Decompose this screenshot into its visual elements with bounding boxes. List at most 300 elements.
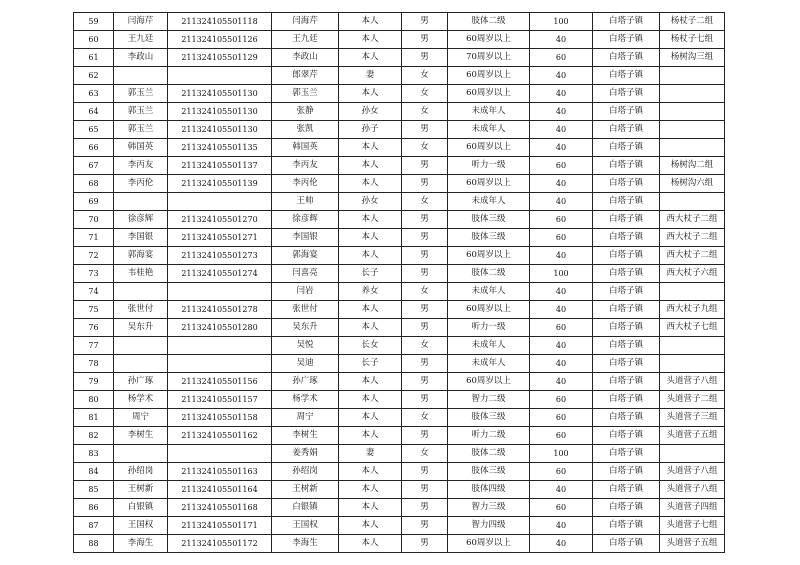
roster-body <box>74 13 725 553</box>
member-name-cell: 李树生 <box>272 427 339 445</box>
category-cell: 60周岁以上 <box>448 31 530 49</box>
amount-cell: 40 <box>530 85 593 103</box>
applicant-name-cell: 李树生 <box>114 427 168 445</box>
village-group-cell: 杨杖子二组 <box>660 13 725 31</box>
village-group-cell <box>660 445 725 463</box>
relation-cell: 本人 <box>339 409 402 427</box>
id-number-cell <box>168 67 272 85</box>
category-cell: 肢体三级 <box>448 463 530 481</box>
relation-cell: 本人 <box>339 157 402 175</box>
member-name-cell: 郎翠芹 <box>272 67 339 85</box>
relation-cell: 本人 <box>339 481 402 499</box>
member-name-cell: 吴迪 <box>272 355 339 373</box>
table-row <box>74 355 725 373</box>
amount-cell: 40 <box>530 535 593 553</box>
table-row <box>74 499 725 517</box>
amount-cell: 40 <box>530 481 593 499</box>
town-cell: 白塔子镇 <box>593 463 660 481</box>
row-number-cell: 81 <box>74 409 114 427</box>
id-number-cell: 211324105501130 <box>168 103 272 121</box>
relation-cell: 妻 <box>339 445 402 463</box>
category-cell: 未成年人 <box>448 337 530 355</box>
id-number-cell: 211324105501137 <box>168 157 272 175</box>
id-number-cell: 211324105501168 <box>168 499 272 517</box>
table-row <box>74 535 725 553</box>
applicant-name-cell: 韩国英 <box>114 139 168 157</box>
member-name-cell: 王帅 <box>272 193 339 211</box>
id-number-cell: 211324105501270 <box>168 211 272 229</box>
table-row <box>74 265 725 283</box>
gender-cell: 男 <box>402 247 448 265</box>
member-name-cell: 杨学术 <box>272 391 339 409</box>
row-number-cell: 74 <box>74 283 114 301</box>
town-cell: 白塔子镇 <box>593 49 660 67</box>
table-row <box>74 31 725 49</box>
roster-table <box>73 12 725 553</box>
id-number-cell: 211324105501164 <box>168 481 272 499</box>
row-number-cell: 83 <box>74 445 114 463</box>
table-row <box>74 121 725 139</box>
applicant-name-cell <box>114 445 168 463</box>
relation-cell: 长子 <box>339 355 402 373</box>
applicant-name-cell: 闫海芹 <box>114 13 168 31</box>
category-cell: 肢体二级 <box>448 13 530 31</box>
amount-cell: 40 <box>530 373 593 391</box>
relation-cell: 本人 <box>339 211 402 229</box>
amount-cell: 40 <box>530 355 593 373</box>
category-cell: 听力一级 <box>448 157 530 175</box>
town-cell: 白塔子镇 <box>593 13 660 31</box>
town-cell: 白塔子镇 <box>593 535 660 553</box>
applicant-name-cell: 孙广琢 <box>114 373 168 391</box>
member-name-cell: 孙绍岗 <box>272 463 339 481</box>
row-number-cell: 79 <box>74 373 114 391</box>
member-name-cell: 李国银 <box>272 229 339 247</box>
id-number-cell: 211324105501157 <box>168 391 272 409</box>
town-cell: 白塔子镇 <box>593 373 660 391</box>
row-number-cell: 73 <box>74 265 114 283</box>
amount-cell: 60 <box>530 157 593 175</box>
member-name-cell: 李海生 <box>272 535 339 553</box>
village-group-cell <box>660 103 725 121</box>
member-name-cell: 吴东升 <box>272 319 339 337</box>
category-cell: 未成年人 <box>448 283 530 301</box>
applicant-name-cell: 李国银 <box>114 229 168 247</box>
row-number-cell: 67 <box>74 157 114 175</box>
id-number-cell: 211324105501130 <box>168 85 272 103</box>
category-cell: 60周岁以上 <box>448 247 530 265</box>
table-row <box>74 67 725 85</box>
row-number-cell: 82 <box>74 427 114 445</box>
row-number-cell: 59 <box>74 13 114 31</box>
gender-cell: 男 <box>402 517 448 535</box>
village-group-cell <box>660 337 725 355</box>
village-group-cell: 西大杖子二组 <box>660 247 725 265</box>
table-row <box>74 175 725 193</box>
amount-cell: 40 <box>530 103 593 121</box>
town-cell: 白塔子镇 <box>593 175 660 193</box>
applicant-name-cell: 韦桂艳 <box>114 265 168 283</box>
gender-cell: 男 <box>402 463 448 481</box>
id-number-cell: 211324105501126 <box>168 31 272 49</box>
amount-cell: 100 <box>530 445 593 463</box>
village-group-cell: 头道营子二组 <box>660 391 725 409</box>
village-group-cell <box>660 283 725 301</box>
relation-cell: 本人 <box>339 247 402 265</box>
applicant-name-cell <box>114 355 168 373</box>
category-cell: 听力一级 <box>448 319 530 337</box>
id-number-cell: 211324105501162 <box>168 427 272 445</box>
relation-cell: 孙子 <box>339 121 402 139</box>
row-number-cell: 71 <box>74 229 114 247</box>
member-name-cell: 王九廷 <box>272 31 339 49</box>
applicant-name-cell: 杨学术 <box>114 391 168 409</box>
applicant-name-cell <box>114 67 168 85</box>
gender-cell: 男 <box>402 121 448 139</box>
member-name-cell: 李政山 <box>272 49 339 67</box>
row-number-cell: 62 <box>74 67 114 85</box>
gender-cell: 男 <box>402 535 448 553</box>
amount-cell: 60 <box>530 409 593 427</box>
category-cell: 智力三级 <box>448 499 530 517</box>
village-group-cell <box>660 121 725 139</box>
gender-cell: 男 <box>402 13 448 31</box>
id-number-cell: 211324105501130 <box>168 121 272 139</box>
gender-cell: 女 <box>402 85 448 103</box>
row-number-cell: 68 <box>74 175 114 193</box>
gender-cell: 男 <box>402 301 448 319</box>
town-cell: 白塔子镇 <box>593 319 660 337</box>
category-cell: 60周岁以上 <box>448 85 530 103</box>
row-number-cell: 80 <box>74 391 114 409</box>
relation-cell: 本人 <box>339 229 402 247</box>
town-cell: 白塔子镇 <box>593 157 660 175</box>
gender-cell: 男 <box>402 229 448 247</box>
gender-cell: 女 <box>402 193 448 211</box>
member-name-cell: 闫喜亮 <box>272 265 339 283</box>
member-name-cell: 张凯 <box>272 121 339 139</box>
relation-cell: 本人 <box>339 301 402 319</box>
village-group-cell: 西大杖子六组 <box>660 265 725 283</box>
category-cell: 未成年人 <box>448 103 530 121</box>
applicant-name-cell: 王树新 <box>114 481 168 499</box>
applicant-name-cell: 周宁 <box>114 409 168 427</box>
table-row <box>74 49 725 67</box>
category-cell: 肢体三级 <box>448 409 530 427</box>
village-group-cell: 杨杖子七组 <box>660 31 725 49</box>
applicant-name-cell: 王九廷 <box>114 31 168 49</box>
category-cell: 智力四级 <box>448 517 530 535</box>
table-row <box>74 391 725 409</box>
category-cell: 未成年人 <box>448 193 530 211</box>
village-group-cell <box>660 355 725 373</box>
applicant-name-cell <box>114 337 168 355</box>
id-number-cell <box>168 445 272 463</box>
town-cell: 白塔子镇 <box>593 391 660 409</box>
town-cell: 白塔子镇 <box>593 193 660 211</box>
amount-cell: 40 <box>530 31 593 49</box>
applicant-name-cell: 李政山 <box>114 49 168 67</box>
row-number-cell: 72 <box>74 247 114 265</box>
table-row <box>74 85 725 103</box>
category-cell: 肢体三级 <box>448 211 530 229</box>
amount-cell: 40 <box>530 139 593 157</box>
row-number-cell: 87 <box>74 517 114 535</box>
table-row <box>74 247 725 265</box>
gender-cell: 女 <box>402 103 448 121</box>
amount-cell: 40 <box>530 67 593 85</box>
village-group-cell <box>660 67 725 85</box>
table-row <box>74 229 725 247</box>
category-cell: 70周岁以上 <box>448 49 530 67</box>
category-cell: 60周岁以上 <box>448 175 530 193</box>
table-row <box>74 301 725 319</box>
town-cell: 白塔子镇 <box>593 283 660 301</box>
id-number-cell <box>168 283 272 301</box>
amount-cell: 40 <box>530 121 593 139</box>
member-name-cell: 王树新 <box>272 481 339 499</box>
member-name-cell: 张静 <box>272 103 339 121</box>
amount-cell: 100 <box>530 265 593 283</box>
category-cell: 肢体三级 <box>448 229 530 247</box>
relation-cell: 本人 <box>339 535 402 553</box>
village-group-cell: 西大杖子七组 <box>660 319 725 337</box>
member-name-cell: 徐彦辉 <box>272 211 339 229</box>
relation-cell: 本人 <box>339 463 402 481</box>
row-number-cell: 86 <box>74 499 114 517</box>
row-number-cell: 69 <box>74 193 114 211</box>
village-group-cell: 杨树沟二组 <box>660 157 725 175</box>
town-cell: 白塔子镇 <box>593 301 660 319</box>
village-group-cell <box>660 85 725 103</box>
town-cell: 白塔子镇 <box>593 265 660 283</box>
member-name-cell: 韩国英 <box>272 139 339 157</box>
village-group-cell: 西大杖子九组 <box>660 301 725 319</box>
table-row <box>74 481 725 499</box>
applicant-name-cell: 李丙伦 <box>114 175 168 193</box>
village-group-cell: 头道营子八组 <box>660 373 725 391</box>
row-number-cell: 64 <box>74 103 114 121</box>
table-row <box>74 337 725 355</box>
id-number-cell: 211324105501171 <box>168 517 272 535</box>
table-row <box>74 445 725 463</box>
category-cell: 未成年人 <box>448 355 530 373</box>
gender-cell: 女 <box>402 337 448 355</box>
row-number-cell: 88 <box>74 535 114 553</box>
village-group-cell: 头道营子八组 <box>660 481 725 499</box>
applicant-name-cell: 李丙友 <box>114 157 168 175</box>
applicant-name-cell <box>114 193 168 211</box>
gender-cell: 男 <box>402 391 448 409</box>
amount-cell: 60 <box>530 211 593 229</box>
applicant-name-cell: 孙绍岗 <box>114 463 168 481</box>
amount-cell: 60 <box>530 391 593 409</box>
relation-cell: 本人 <box>339 499 402 517</box>
table-row <box>74 283 725 301</box>
row-number-cell: 63 <box>74 85 114 103</box>
gender-cell: 男 <box>402 499 448 517</box>
relation-cell: 养女 <box>339 283 402 301</box>
id-number-cell: 211324105501172 <box>168 535 272 553</box>
town-cell: 白塔子镇 <box>593 499 660 517</box>
relation-cell: 本人 <box>339 373 402 391</box>
relation-cell: 孙女 <box>339 103 402 121</box>
village-group-cell <box>660 139 725 157</box>
id-number-cell: 211324105501163 <box>168 463 272 481</box>
town-cell: 白塔子镇 <box>593 337 660 355</box>
id-number-cell <box>168 355 272 373</box>
table-row <box>74 373 725 391</box>
table-row <box>74 139 725 157</box>
village-group-cell: 杨树沟三组 <box>660 49 725 67</box>
relation-cell: 本人 <box>339 31 402 49</box>
roster-sheet <box>73 12 725 553</box>
town-cell: 白塔子镇 <box>593 229 660 247</box>
applicant-name-cell: 吴东升 <box>114 319 168 337</box>
town-cell: 白塔子镇 <box>593 121 660 139</box>
gender-cell: 男 <box>402 157 448 175</box>
gender-cell: 女 <box>402 283 448 301</box>
id-number-cell <box>168 193 272 211</box>
town-cell: 白塔子镇 <box>593 31 660 49</box>
gender-cell: 男 <box>402 427 448 445</box>
gender-cell: 男 <box>402 319 448 337</box>
town-cell: 白塔子镇 <box>593 445 660 463</box>
gender-cell: 男 <box>402 31 448 49</box>
row-number-cell: 75 <box>74 301 114 319</box>
village-group-cell: 头道营子五组 <box>660 427 725 445</box>
member-name-cell: 吴悦 <box>272 337 339 355</box>
member-name-cell: 闫海芹 <box>272 13 339 31</box>
category-cell: 肢体四级 <box>448 481 530 499</box>
applicant-name-cell: 王国权 <box>114 517 168 535</box>
table-row <box>74 157 725 175</box>
amount-cell: 100 <box>530 13 593 31</box>
town-cell: 白塔子镇 <box>593 139 660 157</box>
amount-cell: 60 <box>530 463 593 481</box>
table-row <box>74 13 725 31</box>
category-cell: 60周岁以上 <box>448 301 530 319</box>
relation-cell: 本人 <box>339 49 402 67</box>
amount-cell: 40 <box>530 283 593 301</box>
town-cell: 白塔子镇 <box>593 355 660 373</box>
village-group-cell: 头道营子三组 <box>660 409 725 427</box>
category-cell: 肢体二级 <box>448 445 530 463</box>
amount-cell: 40 <box>530 175 593 193</box>
member-name-cell: 张世付 <box>272 301 339 319</box>
member-name-cell: 姜秀娟 <box>272 445 339 463</box>
gender-cell: 女 <box>402 445 448 463</box>
member-name-cell: 郭玉兰 <box>272 85 339 103</box>
amount-cell: 40 <box>530 517 593 535</box>
row-number-cell: 66 <box>74 139 114 157</box>
table-row <box>74 409 725 427</box>
relation-cell: 本人 <box>339 319 402 337</box>
town-cell: 白塔子镇 <box>593 481 660 499</box>
applicant-name-cell: 张世付 <box>114 301 168 319</box>
category-cell: 未成年人 <box>448 121 530 139</box>
amount-cell: 40 <box>530 301 593 319</box>
table-row <box>74 427 725 445</box>
town-cell: 白塔子镇 <box>593 427 660 445</box>
applicant-name-cell: 郭玉兰 <box>114 85 168 103</box>
row-number-cell: 77 <box>74 337 114 355</box>
relation-cell: 本人 <box>339 427 402 445</box>
town-cell: 白塔子镇 <box>593 103 660 121</box>
applicant-name-cell: 徐彦辉 <box>114 211 168 229</box>
relation-cell: 长女 <box>339 337 402 355</box>
relation-cell: 孙女 <box>339 193 402 211</box>
id-number-cell: 211324105501118 <box>168 13 272 31</box>
gender-cell: 女 <box>402 409 448 427</box>
relation-cell: 本人 <box>339 13 402 31</box>
amount-cell: 60 <box>530 427 593 445</box>
category-cell: 智力二级 <box>448 391 530 409</box>
amount-cell: 40 <box>530 247 593 265</box>
gender-cell: 男 <box>402 211 448 229</box>
amount-cell: 60 <box>530 499 593 517</box>
id-number-cell: 211324105501280 <box>168 319 272 337</box>
table-row <box>74 193 725 211</box>
gender-cell: 男 <box>402 175 448 193</box>
applicant-name-cell: 郭玉兰 <box>114 103 168 121</box>
row-number-cell: 84 <box>74 463 114 481</box>
village-group-cell: 头道营子七组 <box>660 517 725 535</box>
row-number-cell: 65 <box>74 121 114 139</box>
table-row <box>74 463 725 481</box>
gender-cell: 男 <box>402 49 448 67</box>
village-group-cell: 西大杖子二组 <box>660 229 725 247</box>
member-name-cell: 闫岩 <box>272 283 339 301</box>
village-group-cell: 头道营子五组 <box>660 535 725 553</box>
town-cell: 白塔子镇 <box>593 67 660 85</box>
amount-cell: 40 <box>530 337 593 355</box>
id-number-cell: 211324105501274 <box>168 265 272 283</box>
member-name-cell: 郭海宴 <box>272 247 339 265</box>
relation-cell: 长子 <box>339 265 402 283</box>
relation-cell: 本人 <box>339 175 402 193</box>
gender-cell: 女 <box>402 139 448 157</box>
applicant-name-cell: 郭玉兰 <box>114 121 168 139</box>
id-number-cell: 211324105501139 <box>168 175 272 193</box>
member-name-cell: 王国权 <box>272 517 339 535</box>
village-group-cell: 西大杖子二组 <box>660 211 725 229</box>
member-name-cell: 周宁 <box>272 409 339 427</box>
row-number-cell: 60 <box>74 31 114 49</box>
table-row <box>74 103 725 121</box>
applicant-name-cell: 郭海宴 <box>114 247 168 265</box>
id-number-cell: 211324105501158 <box>168 409 272 427</box>
id-number-cell <box>168 337 272 355</box>
id-number-cell: 211324105501129 <box>168 49 272 67</box>
gender-cell: 女 <box>402 67 448 85</box>
village-group-cell: 头道营子四组 <box>660 499 725 517</box>
town-cell: 白塔子镇 <box>593 85 660 103</box>
gender-cell: 男 <box>402 265 448 283</box>
category-cell: 听力二级 <box>448 427 530 445</box>
town-cell: 白塔子镇 <box>593 409 660 427</box>
applicant-name-cell <box>114 283 168 301</box>
relation-cell: 本人 <box>339 85 402 103</box>
relation-cell: 本人 <box>339 517 402 535</box>
town-cell: 白塔子镇 <box>593 211 660 229</box>
town-cell: 白塔子镇 <box>593 517 660 535</box>
member-name-cell: 白银镇 <box>272 499 339 517</box>
relation-cell: 本人 <box>339 139 402 157</box>
member-name-cell: 孙广琢 <box>272 373 339 391</box>
category-cell: 60周岁以上 <box>448 139 530 157</box>
applicant-name-cell: 白银镇 <box>114 499 168 517</box>
